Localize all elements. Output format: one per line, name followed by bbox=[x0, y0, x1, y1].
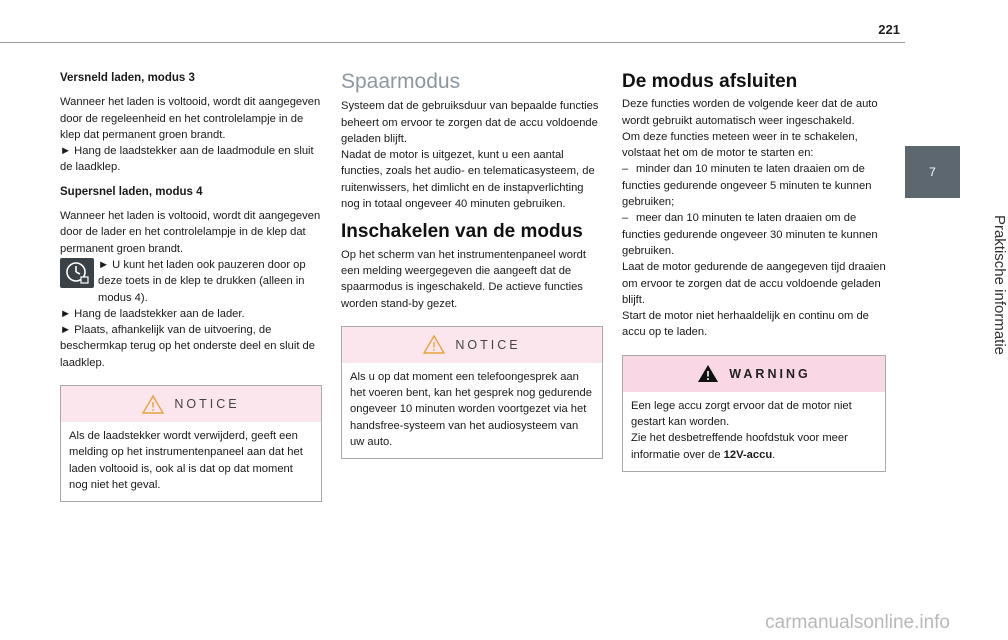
paragraph: Laat de motor gedurende de aangegeven tijd draaien om ervoor te zorgen dat de accu voldoende geladen blijft. bbox=[622, 261, 886, 306]
instruction: ► Hang de laadstekker aan de lader. bbox=[60, 307, 245, 320]
section-title: Spaarmodus bbox=[341, 70, 461, 93]
column-2 bbox=[341, 70, 603, 459]
paragraph: Start de motor niet herhaaldelijk en continu om de accu op te laden. bbox=[622, 310, 869, 339]
notice-text: Als u op dat moment een telefoongesprek aan het voeren bent, kan het gesprek nog gedurende ongeveer 10 minuten worden voortgezet via het handsfree-systeem van het audiosysteem van uw auto. bbox=[350, 370, 592, 449]
warning-triangle-icon bbox=[142, 395, 164, 414]
notice-header bbox=[61, 386, 321, 422]
column-3 bbox=[622, 70, 886, 472]
subsection-title: Inschakelen van de modus bbox=[341, 221, 583, 243]
notice-title: NOTICE bbox=[455, 337, 521, 352]
warning-title: WARNING bbox=[729, 366, 811, 381]
warning-box bbox=[622, 355, 886, 472]
heading-mode-4: Supersnel laden, modus 4 bbox=[60, 185, 203, 198]
instruction: ► Hang de laadstekker aan de laadmodule en sluit de laadklep. bbox=[60, 145, 314, 174]
instruction: ► U kunt het laden ook pauzeren door op deze toets in de klep te drukken (alleen in modus 4). bbox=[98, 258, 306, 304]
list-item: – minder dan 10 minuten te laten draaien om de functies gedurende ongeveer 5 minuten te kunnen gebruiken; bbox=[622, 163, 872, 209]
chapter-tab[interactable]: 7 bbox=[905, 146, 960, 198]
heading-mode-3: Versneld laden, modus 3 bbox=[60, 72, 195, 84]
watermark: carmanualsonline.info bbox=[765, 612, 950, 633]
notice-header bbox=[342, 327, 602, 363]
paragraph: Nadat de motor is uitgezet, kunt u een aantal functies, zoals het audio- en telematicasysteem, de ruitenwissers, het dimlicht en de instapverlichting nog in totaal ongeveer 40 minuten gebruiken. bbox=[341, 149, 595, 211]
paragraph: Deze functies worden de volgende keer dat de auto wordt gebruikt automatisch weer ingeschakeld. bbox=[622, 98, 878, 127]
notice-box bbox=[60, 385, 322, 502]
charge-pause-button-icon bbox=[60, 258, 94, 288]
notice-title: NOTICE bbox=[174, 396, 240, 411]
chapter-title: Praktische informatie bbox=[990, 214, 1008, 356]
paragraph: Systeem dat de gebruiksduur van bepaalde functies beheert om ervoor te zorgen dat de accu voldoende geladen blijft. bbox=[341, 100, 599, 145]
chapter-label bbox=[905, 210, 1008, 360]
warning-triangle-icon bbox=[697, 364, 719, 383]
instruction: ► Plaats, afhankelijk van de uitvoering, de beschermkap terug op het onderste deel en sluit de laadklep. bbox=[60, 324, 315, 369]
paragraph: Om deze functies meteen weer in te schakelen, volstaat het om de motor te starten en: bbox=[622, 130, 858, 160]
paragraph: Op het scherm van het instrumentenpaneel wordt een melding weergegeven die aangeeft dat de spaarmodus is ingeschakeld. De actieve functies worden stand-by gezet. bbox=[341, 248, 587, 310]
paragraph: Wanneer het laden is voltooid, wordt dit aangegeven door de regeleenheid en het controlelampje in de klep dat permanent groen brandt. bbox=[60, 96, 321, 141]
warning-triangle-icon bbox=[423, 335, 445, 354]
warning-text: Een lege accu zorgt ervoor dat de motor niet gestart kan worden. bbox=[631, 399, 852, 429]
section-title: De modus afsluiten bbox=[622, 71, 798, 92]
column-1 bbox=[60, 70, 322, 502]
top-rule bbox=[0, 42, 905, 43]
warning-text: Zie het desbetreffende hoofdstuk voor meer informatie over de 12V-accu. bbox=[631, 432, 848, 461]
pause-instruction bbox=[60, 257, 322, 306]
notice-text: Als de laadstekker wordt verwijderd, geeft een melding op het instrumentenpaneel aan dat het laden voltooid is, ook al is dat op dat moment nog niet het geval. bbox=[69, 430, 303, 491]
list-item: – meer dan 10 minuten te laten draaien om de functies gedurende ongeveer 30 minuten te kunnen gebruiken. bbox=[622, 212, 878, 257]
page-number: 221 bbox=[878, 22, 900, 37]
paragraph: Wanneer het laden is voltooid, wordt dit aangegeven door de lader en het controlelampje in de klep dat permanent groen brandt. bbox=[60, 210, 321, 255]
warning-header bbox=[623, 356, 885, 392]
notice-box bbox=[341, 326, 603, 459]
